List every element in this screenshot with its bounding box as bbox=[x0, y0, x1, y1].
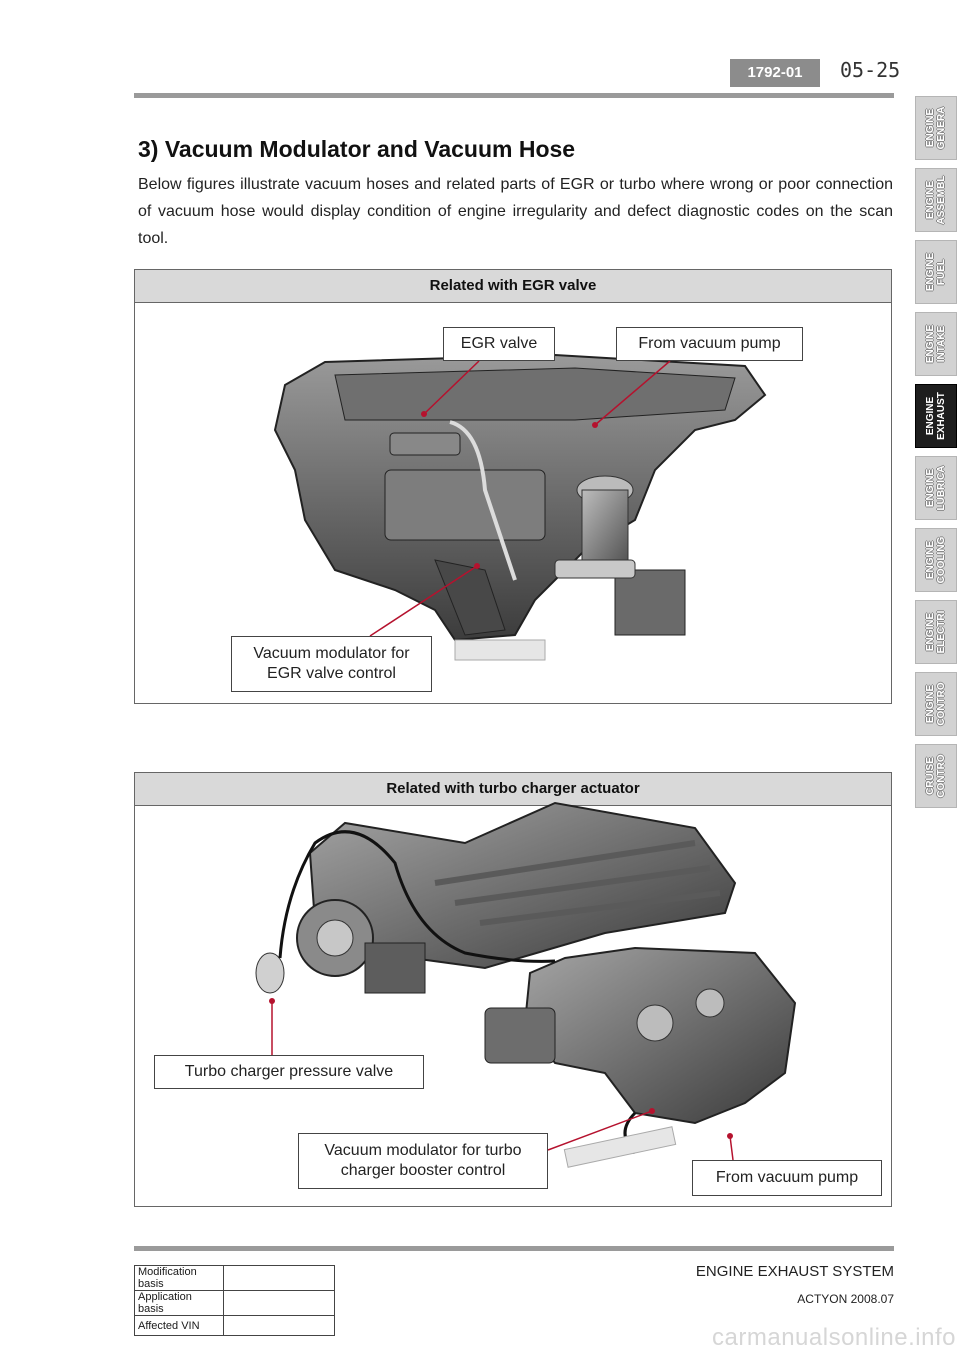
egr-modulator-label: Vacuum modulator for EGR valve control bbox=[231, 636, 432, 692]
footer-model: ACTYON 2008.07 bbox=[797, 1292, 894, 1306]
table-label: Modification basis bbox=[135, 1266, 224, 1291]
table-value bbox=[224, 1291, 335, 1316]
side-tab-cruise-control[interactable] bbox=[915, 744, 957, 808]
panel-heading: Related with EGR valve bbox=[135, 270, 891, 303]
turbo-actuator-panel bbox=[134, 772, 892, 1207]
watermark: carmanualsonline.info bbox=[712, 1324, 956, 1351]
side-tab-label: ENGINE CONTRO bbox=[925, 682, 947, 726]
table-value bbox=[224, 1266, 335, 1291]
egr-valve-panel bbox=[134, 269, 892, 704]
side-tab-engine-exhaust[interactable] bbox=[915, 384, 957, 448]
document-code-badge: 1792-01 bbox=[730, 59, 820, 87]
side-tab-label: CRUISE CONTRO bbox=[925, 754, 947, 798]
page-number: 05-25 bbox=[840, 58, 901, 82]
table-label: Application basis bbox=[135, 1291, 224, 1316]
table-value bbox=[224, 1316, 335, 1336]
side-tab-label: ENGINE GENERA bbox=[925, 106, 947, 150]
side-tab-navigation bbox=[915, 96, 957, 816]
side-tab-engine-fuel[interactable] bbox=[915, 240, 957, 304]
side-tab-label: ENGINE EXHAUST bbox=[925, 392, 947, 440]
table-label: Affected VIN bbox=[135, 1316, 224, 1336]
side-tab-label: ENGINE FUEL bbox=[925, 252, 947, 292]
section-title: 3) Vacuum Modulator and Vacuum Hose bbox=[138, 136, 576, 162]
footer-system-title: ENGINE EXHAUST SYSTEM bbox=[695, 1263, 894, 1280]
vacuum-pump-label: From vacuum pump bbox=[616, 327, 803, 361]
side-tab-engine-control[interactable] bbox=[915, 672, 957, 736]
header-divider bbox=[134, 93, 894, 98]
turbo-vacuum-pump-label: From vacuum pump bbox=[692, 1160, 882, 1196]
side-tab-engine-general[interactable] bbox=[915, 96, 957, 160]
turbo-modulator-label: Vacuum modulator for turbo charger booster control bbox=[298, 1133, 548, 1189]
side-tab-label: ENGINE ELECTRI bbox=[925, 610, 947, 654]
turbo-pressure-valve-label: Turbo charger pressure valve bbox=[154, 1055, 424, 1089]
side-tab-engine-assembly[interactable] bbox=[915, 168, 957, 232]
side-tab-label: ENGINE COOLING bbox=[925, 536, 947, 584]
side-tab-engine-electrical[interactable] bbox=[915, 600, 957, 664]
side-tab-label: ENGINE ASSEMBL bbox=[925, 175, 947, 225]
side-tab-label: ENGINE LUBRICA bbox=[925, 465, 947, 511]
egr-valve-label: EGR valve bbox=[443, 327, 555, 361]
modification-table bbox=[134, 1265, 335, 1336]
side-tab-engine-intake[interactable] bbox=[915, 312, 957, 376]
side-tab-label: ENGINE INTAKE bbox=[925, 324, 947, 364]
panel-heading: Related with turbo charger actuator bbox=[135, 773, 891, 806]
side-tab-engine-lubrication[interactable] bbox=[915, 456, 957, 520]
side-tab-engine-cooling[interactable] bbox=[915, 528, 957, 592]
footer-divider bbox=[134, 1246, 894, 1251]
section-intro: Below figures illustrate vacuum hoses and related parts of EGR or turbo where wrong or poor connection of vacuum hose would display condition of engine irregularity and defect diagnostic codes on the scan tool. bbox=[138, 176, 893, 247]
